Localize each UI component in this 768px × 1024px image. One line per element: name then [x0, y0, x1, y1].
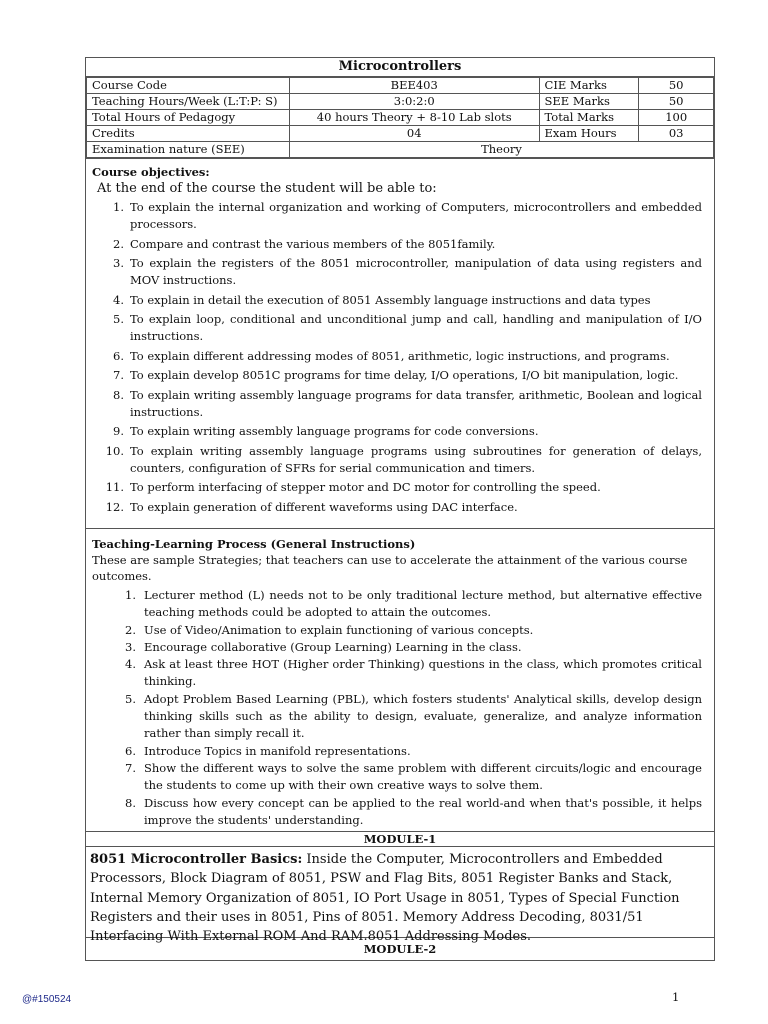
tlp-item-number: 3. — [125, 639, 136, 654]
objective-item-text: To explain writing assembly language programs using subroutines for generation of delays, counters, configuration of SFRs for serial communication and timers. — [130, 443, 702, 475]
objectives-intro: At the end of the course the student will be able to: — [97, 181, 437, 196]
objectives-heading: Course objectives: — [92, 165, 210, 179]
module-1-heading: MODULE-1 — [86, 831, 714, 846]
objective-item-number: 10. — [105, 443, 124, 458]
tlp-item-number: 2. — [125, 622, 136, 637]
tlp-item-number: 8. — [125, 795, 136, 810]
footer-tag: @#150524 — [22, 994, 72, 1005]
objective-item-text: To explain generation of different waveforms using DAC interface. — [130, 499, 518, 514]
objective-item — [92, 387, 702, 421]
tlp-item — [92, 587, 702, 622]
course-info-label2: Exam Hours — [539, 126, 639, 142]
course-info-value2: 03 — [639, 126, 714, 142]
tlp-item — [92, 743, 702, 760]
module-1-content — [86, 846, 714, 944]
course-info-label: Credits — [87, 126, 290, 142]
objective-item-number: 7. — [113, 368, 124, 382]
objective-item-number: 3. — [113, 256, 124, 270]
objective-item — [92, 499, 702, 516]
objective-item-text: To explain the registers of the 8051 microcontroller, manipulation of data using registers and MOV instructions. — [130, 256, 702, 287]
tlp-intro: These are sample Strategies; that teachers can use to accelerate the attainment of the various course outcomes. — [92, 553, 688, 583]
tlp-heading: Teaching-Learning Process (General Instructions) — [92, 537, 416, 551]
module-1-title: 8051 Microcontroller Basics: — [90, 852, 303, 868]
teaching-learning-section — [86, 528, 714, 831]
objective-item-text: To explain the internal organization and working of Computers, microcontrollers and embedded processors. — [130, 200, 702, 231]
objective-item — [92, 255, 702, 289]
course-info-row — [87, 94, 714, 110]
objective-item-number: 11. — [105, 480, 124, 494]
tlp-item — [92, 795, 702, 830]
course-info-value: 3:0:2:0 — [289, 94, 539, 110]
objective-item-text: To explain develop 8051C programs for time delay, I/O operations, I/O bit manipulation, logic. — [130, 368, 679, 382]
objective-item-number: 4. — [113, 292, 124, 307]
tlp-item-text: Adopt Problem Based Learning (PBL), which fosters students' Analytical skills, develop design thinking skills such as the ability to design, evaluate, generalize, and analyze information rather than simply recall it. — [144, 691, 702, 741]
syllabus-page — [85, 57, 715, 961]
tlp-item-text: Lecturer method (L) needs not to be only traditional lecture method, but alternative effective teaching methods could be adopted to attain the outcomes. — [144, 588, 702, 620]
tlp-list — [92, 587, 702, 829]
module-1-body: Inside the Computer, Microcontrollers and Embedded Processors, Block Diagram of 8051, PSW and Flag Bits, 8051 Register Banks and Stack, Internal Memory Organization of 8051, IO Port Usage in 8051, Types of Special Function Registers and their uses in 8051, Pins of 8051. Memory Address Decoding, 8031/51 Interfacing With External ROM And RAM.8051 Addressing Modes. — [90, 852, 680, 944]
course-info-label: Teaching Hours/Week (L:T:P: S) — [87, 94, 290, 110]
course-info-label2: SEE Marks — [539, 94, 639, 110]
course-info-table — [86, 77, 714, 158]
module-2-heading: MODULE-2 — [86, 937, 714, 960]
course-info-label: Course Code — [87, 78, 290, 94]
objective-item-text: Compare and contrast the various members of the 8051family. — [130, 236, 496, 251]
course-title: Microcontrollers — [86, 58, 714, 77]
tlp-item-text: Ask at least three HOT (Higher order Thinking) questions in the class, which promotes critical thinking. — [144, 657, 702, 689]
tlp-item-text: Introduce Topics in manifold representations. — [144, 743, 411, 758]
course-info-label2: Total Marks — [539, 110, 639, 126]
tlp-item-text: Discuss how every concept can be applied to the real world-and when that's possible, it helps improve the students' understanding. — [144, 795, 702, 827]
tlp-item — [92, 656, 702, 691]
tlp-item-number: 7. — [125, 760, 136, 775]
course-info-row — [87, 126, 714, 142]
objective-item-text: To explain loop, conditional and unconditional jump and call, handling and manipulation of I/O instructions. — [130, 312, 702, 343]
course-objectives-section — [86, 158, 714, 528]
objective-item — [92, 292, 702, 309]
objective-item-number: 1. — [113, 200, 124, 214]
tlp-item — [92, 760, 702, 795]
tlp-item-number: 1. — [125, 588, 136, 602]
objective-item — [92, 443, 702, 477]
objective-item-number: 8. — [113, 387, 124, 402]
objective-item-text: To explain different addressing modes of 8051, arithmetic, logic instructions, and programs. — [130, 348, 670, 363]
course-info-label2: CIE Marks — [539, 78, 639, 94]
course-info-value: 04 — [289, 126, 539, 142]
objective-item-text: To perform interfacing of stepper motor and DC motor for controlling the speed. — [130, 480, 601, 494]
tlp-item-number: 6. — [125, 743, 136, 758]
objective-item-text: To explain in detail the execution of 8051 Assembly language instructions and data types — [130, 292, 651, 307]
objective-item-number: 9. — [113, 424, 124, 438]
course-info-value2: 50 — [639, 94, 714, 110]
objective-item-text: To explain writing assembly language programs for data transfer, arithmetic, Boolean and logical instructions. — [130, 387, 702, 419]
objectives-list — [92, 199, 702, 516]
tlp-item — [92, 622, 702, 639]
exam-nature-value: Theory — [289, 142, 713, 158]
objective-item-number: 6. — [113, 348, 124, 363]
course-info-row — [87, 110, 714, 126]
page-number: 1 — [672, 990, 680, 1004]
tlp-item-number: 4. — [125, 657, 136, 672]
course-info-value2: 50 — [639, 78, 714, 94]
course-info-value2: 100 — [639, 110, 714, 126]
objective-item — [92, 423, 702, 440]
tlp-item — [92, 691, 702, 743]
objective-item-text: To explain writing assembly language programs for code conversions. — [130, 424, 539, 438]
course-info-label: Total Hours of Pedagogy — [87, 110, 290, 126]
tlp-item-number: 5. — [125, 691, 136, 706]
tlp-item-text: Show the different ways to solve the same problem with different circuits/logic and encourage the students to come up with their own creative ways to solve them. — [144, 760, 702, 793]
objective-item — [92, 348, 702, 365]
exam-nature-label: Examination nature (SEE) — [87, 142, 290, 158]
course-info-value: 40 hours Theory + 8-10 Lab slots — [289, 110, 539, 126]
objective-item-number: 5. — [113, 312, 124, 326]
objective-item — [92, 367, 702, 384]
tlp-item — [92, 639, 702, 656]
course-info-row — [87, 78, 714, 94]
course-info-value: BEE403 — [289, 78, 539, 94]
objective-item-number: 12. — [105, 499, 124, 514]
tlp-item-text: Use of Video/Animation to explain functioning of various concepts. — [144, 622, 534, 637]
exam-nature-row — [87, 142, 714, 158]
objective-item — [92, 236, 702, 253]
tlp-item-text: Encourage collaborative (Group Learning) Learning in the class. — [144, 639, 522, 654]
objective-item — [92, 479, 702, 496]
objective-item-number: 2. — [113, 236, 124, 251]
objective-item — [92, 311, 702, 345]
objective-item — [92, 199, 702, 233]
